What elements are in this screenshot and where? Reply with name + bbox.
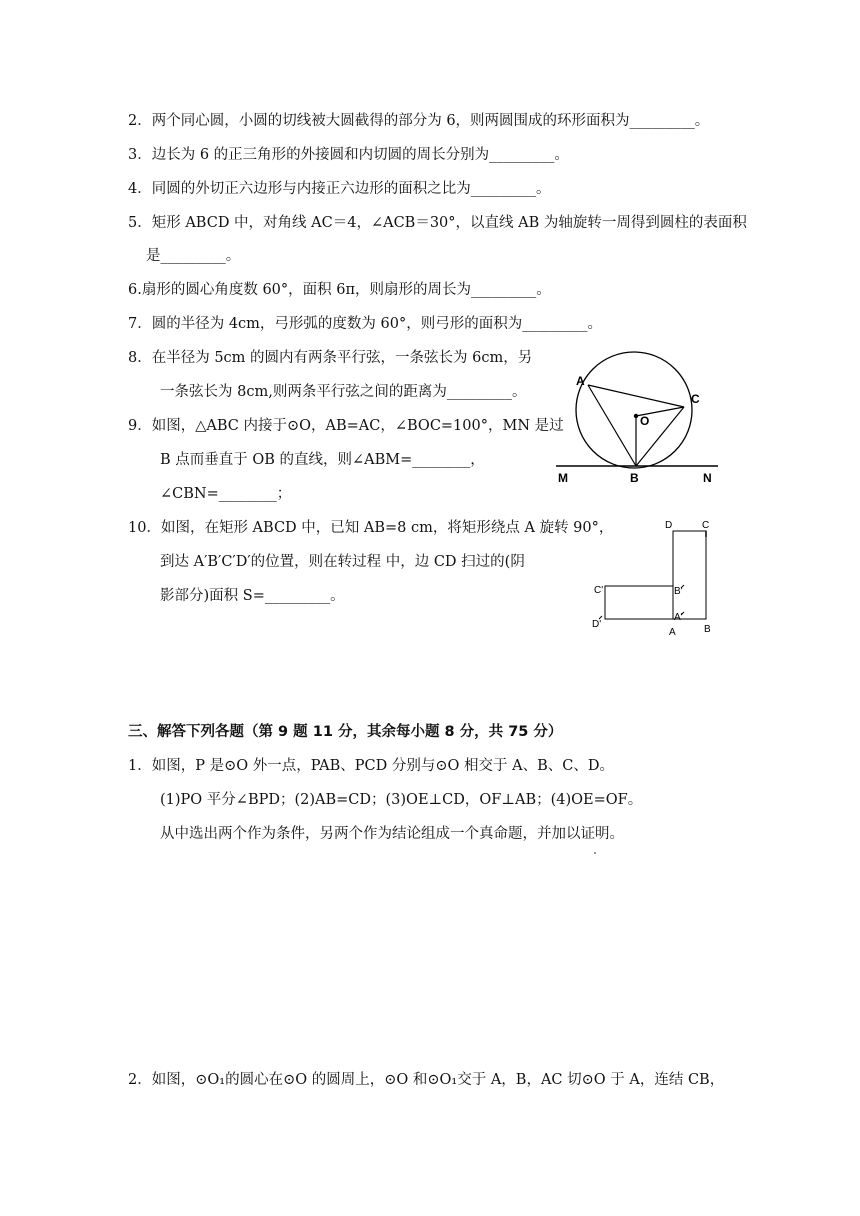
label-c: C [702, 520, 710, 531]
center-dot-o [634, 414, 638, 418]
question-9-line2: B 点而垂直于 OB 的直线，则∠ABM=________， [160, 452, 485, 468]
label-b: B [704, 624, 711, 635]
label-c: C [691, 392, 700, 406]
question-10-line1: 10．如图，在矩形 ABCD 中，已知 AB=8 cm，将矩形绕点 A 旋转 90°， [128, 520, 614, 536]
rectangle-abcd [673, 531, 706, 619]
chord-ac [588, 385, 684, 407]
label-a: A [576, 374, 585, 388]
question-10-line3: 影部分)面积 S=_________。 [160, 588, 345, 604]
section-3-heading: 三、解答下列各题（第 9 题 11 分，其余每小题 8 分，共 75 分） [128, 724, 563, 740]
problem-2-line1: 2．如图，⊙O₁的圆心在⊙O 的圆周上，⊙O 和⊙O₁交于 A，B，AC 切⊙O 于 A，连结 CB， [128, 1072, 725, 1088]
question-3: 3．边长为 6 的正三角形的外接圆和内切圆的周长分别为_________。 [128, 147, 569, 163]
label-n: N [703, 471, 712, 485]
label-b-prime: B' [674, 586, 683, 597]
circle-o [576, 352, 692, 468]
problem-1-line2: (1)PO 平分∠BPD；(2)AB=CD；(3)OE⊥CD，OF⊥AB；(4)OE=OF。 [160, 792, 643, 808]
label-m: M [558, 471, 568, 485]
problem-1-line1: 1．如图，P 是⊙O 外一点，PAB、PCD 分别与⊙O 相交于 A、B、C、D。 [128, 758, 614, 774]
question-7: 7．圆的半径为 4cm，弓形弧的度数为 60°，则弓形的面积为_________。 [128, 316, 602, 332]
problem-1-line3: 从中选出两个作为条件，另两个作为结论组成一个真命题，并加以证明。 [160, 826, 624, 842]
rectangle-a-prime-b-prime-c-prime-d-prime [605, 586, 673, 619]
circle-figure [548, 350, 728, 490]
label-c-prime: C' [594, 585, 604, 596]
label-d: D [665, 520, 673, 531]
label-b: B [630, 471, 639, 485]
label-a: A [669, 627, 676, 638]
label-d-prime: D' [592, 619, 602, 630]
question-2: 2．两个同心圆，小圆的切线被大圆截得的部分为 6，则两圆围成的环形面积为_________。 [128, 113, 710, 129]
question-9-line3: ∠CBN=________； [160, 486, 292, 502]
label-o: O [640, 414, 650, 428]
question-8-line1: 8．在半径为 5cm 的圆内有两条平行弦，一条弦长为 6cm，另 [128, 350, 533, 366]
stray-dot [594, 852, 596, 854]
question-4: 4．同圆的外切正六边形与内接正六边形的面积之比为_________。 [128, 181, 551, 197]
question-5-line2: 是_________。 [146, 248, 241, 264]
question-9-line1: 9．如图，△ABC 内接于⊙O，AB=AC，∠BOC=100°，MN 是过 [128, 418, 564, 434]
label-a-prime: A' [674, 612, 683, 623]
question-10-line2: 到达 A′B′C′D′的位置，则在转过程 中，边 CD 扫过的(阴 [160, 554, 525, 570]
question-8-line2: 一条弦长为 8cm,则两条平行弦之间的距离为_________。 [160, 384, 527, 400]
question-6: 6.扇形的圆心角度数 60°，面积 6π，则扇形的周长为_________。 [128, 282, 551, 298]
question-5-line1: 5．矩形 ABCD 中，对角线 AC＝4，∠ACB＝30°，以直线 AB 为轴旋转一周得到圆柱的表面积 [128, 215, 747, 231]
rectangle-figure [585, 515, 725, 645]
